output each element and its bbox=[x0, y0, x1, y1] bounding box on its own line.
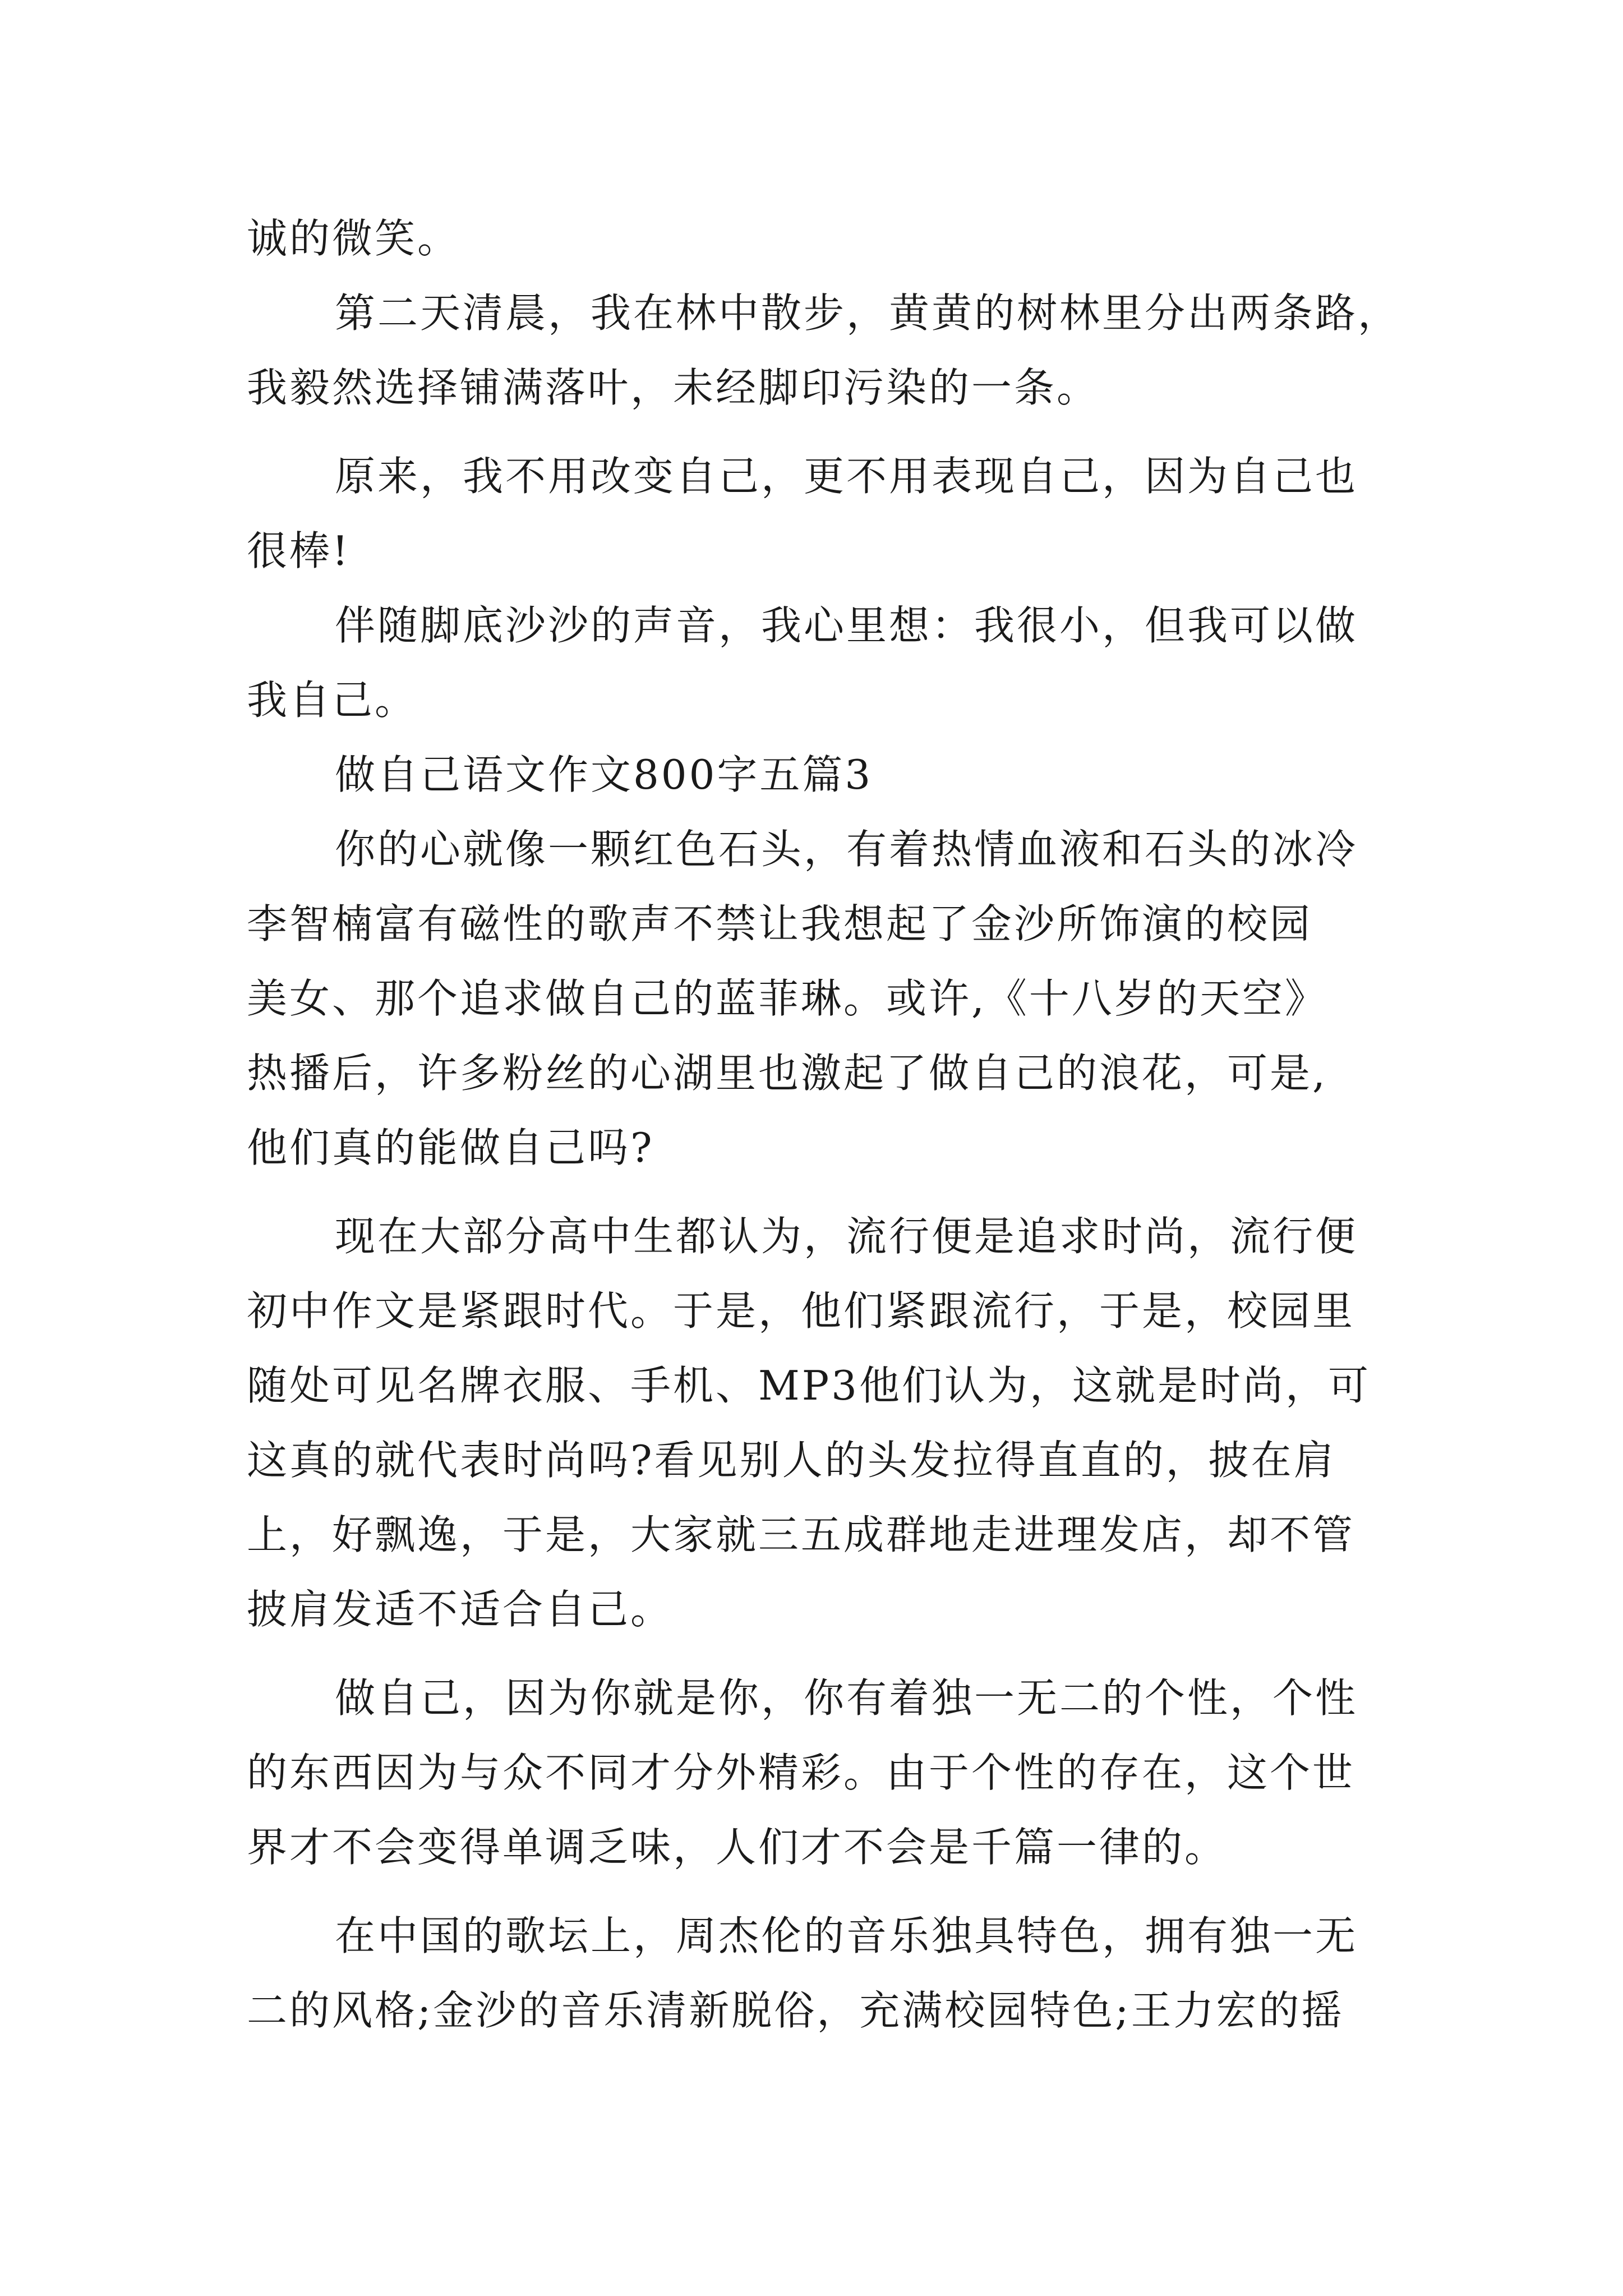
text-line: 我毅然选择铺满落叶，未经脚印污染的一条。 bbox=[247, 364, 1100, 411]
paragraph-first-line: 现在大部分高中生都认为，流行便是追求时尚，流行便 bbox=[335, 1213, 1358, 1260]
text-line: 热播后，许多粉丝的心湖里也激起了做自己的浪花，可是, bbox=[247, 1050, 1327, 1097]
text-line: 的东西因为与众不同才分外精彩。由于个性的存在，这个世 bbox=[247, 1749, 1355, 1796]
paragraph-first-line: 你的心就像一颗红色石头，有着热情血液和石头的冰冷 bbox=[335, 826, 1358, 873]
text-line: 随处可见名牌衣服、手机、MP3他们认为，这就是时尚，可 bbox=[247, 1362, 1371, 1409]
text-line: 二的风格;金沙的音乐清新脱俗，充满校园特色;王力宏的摇 bbox=[247, 1987, 1344, 2034]
text-line: 李智楠富有磁性的歌声不禁让我想起了金沙所饰演的校园 bbox=[247, 900, 1313, 947]
paragraph-first-line: 第二天清晨，我在林中散步，黄黄的树林里分出两条路， bbox=[335, 289, 1401, 337]
paragraph-first-line: 做自己，因为你就是你，你有着独一无二的个性，个性 bbox=[335, 1674, 1358, 1722]
text-line: 界才不会变得单调乏味，人们才不会是千篇一律的。 bbox=[247, 1824, 1228, 1871]
text-line: 初中作文是紧跟时代。于是，他们紧跟流行，于是，校园里 bbox=[247, 1287, 1355, 1335]
paragraph-first-line: 在中国的歌坛上，周杰伦的音乐独具特色，拥有独一无 bbox=[335, 1912, 1358, 1959]
text-line: 披肩发适不适合自己。 bbox=[247, 1586, 674, 1633]
text-line: 很棒! bbox=[247, 527, 351, 574]
paragraph-first-line: 原来，我不用改变自己，更不用表现自己，因为自己也 bbox=[335, 453, 1358, 500]
section-heading: 做自己语文作文800字五篇3 bbox=[335, 751, 873, 798]
text-line: 他们真的能做自己吗? bbox=[247, 1124, 654, 1171]
text-line: 美女、那个追求做自己的蓝菲琳。或许,《十八岁的天空》 bbox=[247, 975, 1327, 1022]
text-line: 这真的就代表时尚吗?看见别人的头发拉得直直的，披在肩 bbox=[247, 1437, 1336, 1484]
text-line: 诚的微笑。 bbox=[247, 215, 460, 262]
paragraph-first-line: 伴随脚底沙沙的声音，我心里想：我很小，但我可以做 bbox=[335, 602, 1358, 649]
text-line: 上，好飘逸，于是，大家就三五成群地走进理发店，却不管 bbox=[247, 1511, 1355, 1558]
text-line: 我自己。 bbox=[247, 677, 418, 724]
